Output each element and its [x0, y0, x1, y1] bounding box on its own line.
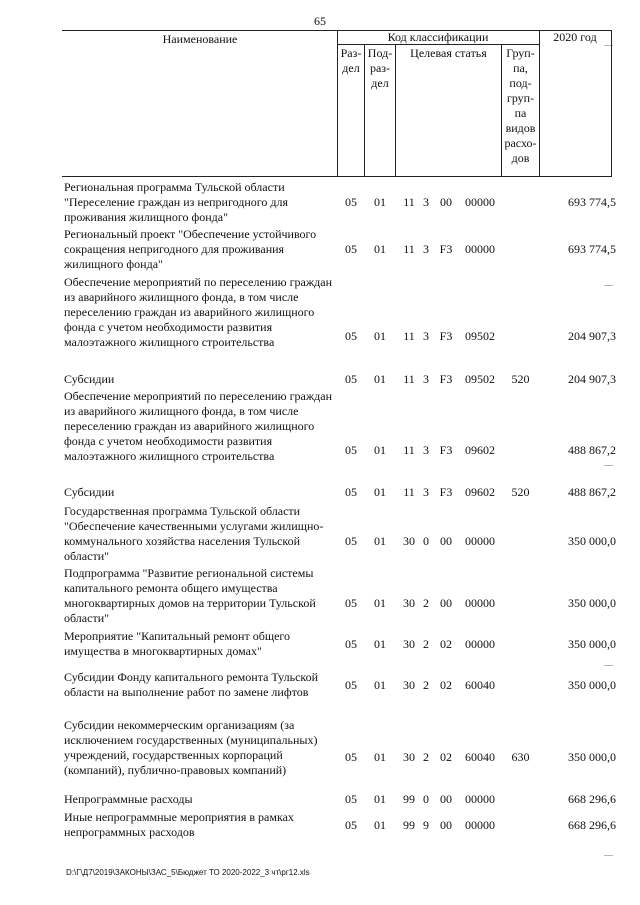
row-name: Подпрограмма "Развитие региональной системы капитального ремонта общего имущества многоквартирных домов на территории Тульской области": [64, 566, 316, 625]
table-row: [0, 389, 640, 485]
row-code-p: 01: [374, 329, 386, 343]
row-code-c4: 00000: [465, 242, 495, 256]
table-row: [0, 504, 640, 564]
row-amount: 668 296,6: [568, 818, 616, 832]
row-code-c3: F3: [439, 443, 453, 457]
table-row: [0, 275, 640, 371]
row-code-r: 05: [345, 195, 357, 209]
row-code-r: 05: [345, 242, 357, 256]
row-code-p: 01: [374, 242, 386, 256]
row-code-c3: 02: [440, 637, 452, 651]
row-amount: 204 907,3: [568, 329, 616, 343]
header-razdel: Раз- дел: [340, 46, 362, 75]
row-code-c4: 00000: [465, 792, 495, 806]
row-code-c2: 2: [423, 678, 429, 692]
row-code-c1: 30: [403, 637, 415, 651]
row-name: Субсидии некоммерческим организациям (за исключением государственных (муниципальных) учреждений, государственных корпораций (компаний), публично-правовых компаний): [64, 718, 318, 777]
header-bottom-border: [62, 176, 612, 177]
header-podrazdel: Под- раз- дел: [367, 46, 393, 90]
row-code-c2: 3: [423, 372, 429, 386]
row-name: Мероприятие "Капитальный ремонт общего имущества в многоквартирных домах": [64, 629, 291, 658]
page-number: 65: [314, 14, 326, 28]
header-code: Код классификации: [387, 30, 489, 44]
row-code-c3: 00: [440, 534, 452, 548]
col-divider: [395, 44, 396, 176]
row-amount: 350 000,0: [568, 534, 616, 548]
row-code-c3: 00: [440, 596, 452, 610]
row-code-c3: 00: [440, 792, 452, 806]
row-code-c2: 2: [423, 637, 429, 651]
row-code-c4: 09502: [465, 329, 495, 343]
row-code-r: 05: [345, 534, 357, 548]
row-amount: 350 000,0: [568, 596, 616, 610]
row-code-c2: 3: [423, 242, 429, 256]
row-name: Обеспечение мероприятий по переселению граждан из аварийного жилищного фонда, в том числе переселению граждан из аварийного жилищного фонда с учетом необходимости развития малоэтажного жилищного строительства: [64, 275, 333, 349]
row-code-c3: F3: [439, 485, 453, 499]
table-row: [0, 372, 640, 387]
table-row: [0, 485, 640, 500]
row-code-c3: 00: [440, 195, 452, 209]
row-code-c1: 11: [403, 372, 415, 386]
row-code-c3: 02: [440, 750, 452, 764]
table-row: [0, 810, 640, 840]
row-amount: 350 000,0: [568, 678, 616, 692]
row-amount: 488 867,2: [568, 485, 616, 499]
row-code-c1: 99: [403, 818, 415, 832]
table-row: [0, 792, 640, 807]
row-code-c1: 30: [403, 596, 415, 610]
header-target: Целевая статья: [410, 46, 487, 60]
table-row: [0, 180, 640, 225]
row-code-c2: 3: [423, 485, 429, 499]
row-code-c3: 00: [440, 818, 452, 832]
row-code-c1: 11: [403, 443, 415, 457]
header-year: 2020 год: [553, 30, 597, 44]
row-code-c1: 99: [403, 792, 415, 806]
row-code-c1: 30: [403, 678, 415, 692]
row-code-c2: 2: [423, 596, 429, 610]
row-code-r: 05: [345, 678, 357, 692]
row-name: Обеспечение мероприятий по переселению граждан из аварийного жилищного фонда, в том числе переселению граждан из аварийного жилищного фонда с учетом необходимости развития малоэтажного жилищного строительства: [64, 389, 333, 463]
row-code-c3: F3: [439, 372, 453, 386]
row-code-c1: 30: [403, 534, 415, 548]
row-code-c4: 60040: [465, 678, 495, 692]
row-name: Непрограммные расходы: [64, 792, 193, 806]
row-code-c4: 00000: [465, 818, 495, 832]
row-name: Региональный проект "Обеспечение устойчивого сокращения непригодного для проживания жилищного фонда": [64, 227, 317, 271]
row-code-p: 01: [374, 678, 386, 692]
row-code-c4: 00000: [465, 195, 495, 209]
row-code-p: 01: [374, 534, 386, 548]
row-code-c4: 09602: [465, 485, 495, 499]
row-code-r: 05: [345, 750, 357, 764]
row-amount: 693 774,5: [568, 195, 616, 209]
col-divider: [611, 30, 612, 176]
row-code-c4: 00000: [465, 596, 495, 610]
row-code-r: 05: [345, 792, 357, 806]
table-row: [0, 227, 640, 272]
table-row: [0, 629, 640, 659]
row-code-p: 01: [374, 485, 386, 499]
row-code-r: 05: [345, 485, 357, 499]
row-code-c2: 3: [423, 195, 429, 209]
row-code-c1: 11: [403, 329, 415, 343]
row-code-c3: 02: [440, 678, 452, 692]
table-row: [0, 670, 640, 700]
row-code-c1: 11: [403, 242, 415, 256]
file-path-footer: D:\Г\Д7\2019\ЗАКОНЫ\ЗАС_5\Бюджет ТО 2020-2022_3 чт\рг12.xls: [66, 868, 310, 877]
col-divider: [539, 30, 540, 176]
row-code-g: 520: [511, 485, 530, 499]
row-code-r: 05: [345, 443, 357, 457]
row-code-r: 05: [345, 329, 357, 343]
row-code-c1: 30: [403, 750, 415, 764]
row-code-c2: 2: [423, 750, 429, 764]
row-code-c4: 00000: [465, 534, 495, 548]
row-code-c4: 09502: [465, 372, 495, 386]
row-code-r: 05: [345, 372, 357, 386]
row-name: Региональная программа Тульской области "Переселение граждан из непригодного для проживания жилищного фонда": [64, 180, 288, 224]
row-code-c2: 0: [423, 792, 429, 806]
row-code-c2: 0: [423, 534, 429, 548]
row-amount: 668 296,6: [568, 792, 616, 806]
row-code-g: 630: [511, 750, 530, 764]
row-name: Субсидии: [64, 485, 115, 499]
row-code-p: 01: [374, 372, 386, 386]
row-code-r: 05: [345, 596, 357, 610]
row-amount: 204 907,3: [568, 372, 616, 386]
row-code-p: 01: [374, 195, 386, 209]
row-code-c4: 09602: [465, 443, 495, 457]
row-amount: 350 000,0: [568, 750, 616, 764]
row-name: Субсидии: [64, 372, 115, 386]
row-name: Государственная программа Тульской области "Обеспечение качественными услугами жилищно-коммунального хозяйства населения Тульской области": [64, 504, 324, 563]
row-code-p: 01: [374, 750, 386, 764]
row-code-g: 520: [511, 372, 530, 386]
row-code-c1: 11: [403, 485, 415, 499]
row-code-r: 05: [345, 818, 357, 832]
row-code-c3: F3: [439, 242, 453, 256]
row-code-c3: F3: [439, 329, 453, 343]
row-code-p: 01: [374, 443, 386, 457]
row-code-c1: 11: [403, 195, 415, 209]
header-group: Груп- па, под- груп- па видов расхо- дов: [504, 46, 537, 165]
row-amount: 693 774,5: [568, 242, 616, 256]
row-code-c4: 60040: [465, 750, 495, 764]
row-code-c2: 9: [423, 818, 429, 832]
row-code-p: 01: [374, 792, 386, 806]
table-row: [0, 566, 640, 626]
row-code-c4: 00000: [465, 637, 495, 651]
table-row: [0, 718, 640, 780]
row-code-p: 01: [374, 818, 386, 832]
row-amount: 488 867,2: [568, 443, 616, 457]
row-code-c2: 3: [423, 329, 429, 343]
row-code-r: 05: [345, 637, 357, 651]
header-name: Наименование: [162, 32, 238, 46]
row-name: Субсидии Фонду капитального ремонта Тульской области на выполнение работ по замене лифтов: [64, 670, 319, 699]
row-code-p: 01: [374, 637, 386, 651]
row-code-p: 01: [374, 596, 386, 610]
row-name: Иные непрограммные мероприятия в рамках непрограммных расходов: [64, 810, 294, 839]
row-amount: 350 000,0: [568, 637, 616, 651]
row-code-c2: 3: [423, 443, 429, 457]
